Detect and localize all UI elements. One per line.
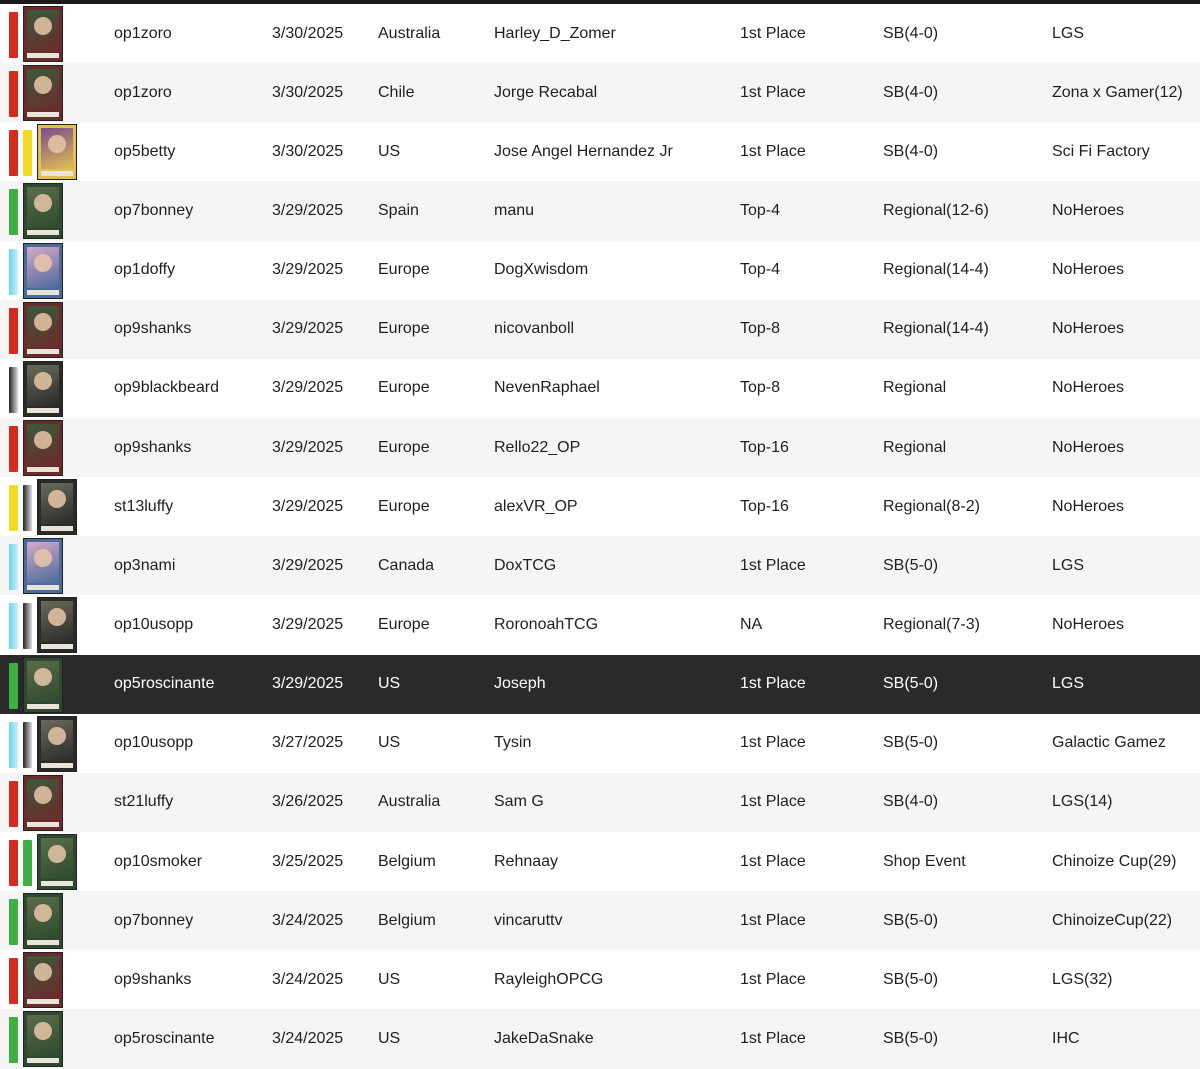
placement: Top-16: [740, 497, 789, 515]
date: 3/30/2025: [272, 142, 344, 160]
store-name: NoHeroes: [1052, 497, 1125, 515]
blue-color-stripe: [9, 603, 18, 649]
country: Europe: [378, 261, 430, 279]
store-name: LGS: [1052, 24, 1085, 42]
event-type: SB(5-0): [883, 675, 939, 693]
red-color-stripe: [9, 71, 18, 117]
table-row[interactable]: [0, 1009, 1200, 1068]
store-name: LGS(32): [1052, 970, 1113, 988]
player-name: NevenRaphael: [494, 379, 600, 397]
blue-color-stripe: [9, 722, 18, 768]
date: 3/30/2025: [272, 83, 344, 101]
store-name: LGS: [1052, 556, 1085, 574]
country: US: [378, 1029, 401, 1047]
leader-thumbnail: [9, 65, 89, 121]
event-type: Regional(12-6): [883, 201, 989, 219]
zoro-leader-card-icon: [23, 6, 63, 62]
table-row[interactable]: [0, 122, 1200, 181]
shanks-leader-card-icon: [23, 302, 63, 358]
placement: 1st Place: [740, 852, 806, 870]
deck-name: op7bonney: [114, 911, 194, 929]
player-name: Harley_D_Zomer: [494, 24, 616, 42]
placement: 1st Place: [740, 24, 806, 42]
red-color-stripe: [9, 781, 18, 827]
placement: 1st Place: [740, 1029, 806, 1047]
store-name: NoHeroes: [1052, 261, 1125, 279]
country: US: [378, 675, 401, 693]
deck-name: op3nami: [114, 556, 176, 574]
country: Australia: [378, 24, 441, 42]
nami-leader-card-icon: [23, 538, 63, 594]
placement: Top-16: [740, 438, 789, 456]
country: Europe: [378, 615, 430, 633]
player-name: Joseph: [494, 675, 546, 693]
country: Spain: [378, 201, 419, 219]
leader-thumbnail: [9, 893, 89, 949]
deck-name: op9shanks: [114, 320, 192, 338]
deck-name: op1doffy: [114, 261, 176, 279]
store-name: NoHeroes: [1052, 438, 1125, 456]
event-type: SB(4-0): [883, 83, 939, 101]
leader-thumbnail: [9, 952, 89, 1008]
deck-name: op10usopp: [114, 734, 194, 752]
leader-thumbnail: [9, 6, 89, 62]
event-type: SB(4-0): [883, 24, 939, 42]
player-name: Tysin: [494, 734, 532, 752]
black-color-stripe: [23, 722, 32, 768]
player-name: alexVR_OP: [494, 497, 578, 515]
store-name: Sci Fi Factory: [1052, 142, 1150, 160]
player-name: Jorge Recabal: [494, 83, 598, 101]
leader-thumbnail: [9, 834, 89, 890]
deck-name: op9blackbeard: [114, 379, 219, 397]
player-name: DoxTCG: [494, 556, 557, 574]
country: Canada: [378, 556, 435, 574]
player-name: manu: [494, 201, 535, 219]
betty-leader-card-icon: [37, 124, 77, 180]
placement: 1st Place: [740, 556, 806, 574]
black-color-stripe: [23, 485, 32, 531]
red-color-stripe: [9, 12, 18, 58]
country: US: [378, 734, 401, 752]
placement: 1st Place: [740, 970, 806, 988]
event-type: SB(5-0): [883, 556, 939, 574]
country: Belgium: [378, 852, 436, 870]
date: 3/24/2025: [272, 911, 344, 929]
usopp-leader-card-icon: [37, 716, 77, 772]
leader-thumbnail: [9, 538, 89, 594]
player-name: vincaruttv: [494, 911, 563, 929]
placement: 1st Place: [740, 911, 806, 929]
leader-thumbnail: [9, 775, 89, 831]
store-name: NoHeroes: [1052, 615, 1125, 633]
date: 3/29/2025: [272, 379, 344, 397]
date: 3/27/2025: [272, 734, 344, 752]
table-row[interactable]: [0, 4, 1200, 63]
blue-color-stripe: [9, 249, 18, 295]
red-color-stripe: [9, 426, 18, 472]
player-name: Rehnaay: [494, 852, 559, 870]
table-row[interactable]: [0, 891, 1200, 950]
deck-name: op10usopp: [114, 615, 194, 633]
table-row[interactable]: [0, 477, 1200, 536]
event-type: SB(4-0): [883, 793, 939, 811]
event-type: Regional: [883, 379, 947, 397]
table-row[interactable]: [0, 181, 1200, 240]
leader-thumbnail: [9, 243, 89, 299]
blackbeard-leader-card-icon: [23, 361, 63, 417]
leader-thumbnail: [9, 479, 89, 535]
country: Europe: [378, 497, 430, 515]
table-row[interactable]: [0, 714, 1200, 773]
table-row[interactable]: [0, 595, 1200, 654]
table-row[interactable]: [0, 418, 1200, 477]
deck-name: op5roscinante: [114, 675, 215, 693]
leader-thumbnail: [9, 183, 89, 239]
green-color-stripe: [23, 840, 32, 886]
zoro-leader-card-icon: [23, 65, 63, 121]
placement: Top-8: [740, 320, 781, 338]
green-color-stripe: [9, 899, 18, 945]
deck-name: op5roscinante: [114, 1029, 215, 1047]
placement: 1st Place: [740, 793, 806, 811]
event-type: SB(5-0): [883, 970, 939, 988]
event-type: SB(4-0): [883, 142, 939, 160]
placement: 1st Place: [740, 142, 806, 160]
roscinante-leader-card-icon: [23, 657, 63, 713]
leader-thumbnail: [9, 597, 89, 653]
table-row[interactable]: [0, 950, 1200, 1009]
deck-name: op7bonney: [114, 201, 194, 219]
player-name: RayleighOPCG: [494, 970, 604, 988]
event-type: SB(5-0): [883, 734, 939, 752]
red-color-stripe: [9, 958, 18, 1004]
roscinante-leader-card-icon: [23, 1011, 63, 1067]
table-row[interactable]: [0, 63, 1200, 122]
store-name: Galactic Gamez: [1052, 734, 1166, 752]
deck-name: op1zoro: [114, 83, 172, 101]
leader-thumbnail: [9, 361, 89, 417]
event-type: Regional: [883, 438, 947, 456]
leader-thumbnail: [9, 716, 89, 772]
country: US: [378, 970, 401, 988]
leader-thumbnail: [9, 657, 89, 713]
store-name: Zona x Gamer(12): [1052, 83, 1183, 101]
usopp-leader-card-icon: [37, 597, 77, 653]
table-row[interactable]: [0, 300, 1200, 359]
tournament-results-table: [0, 4, 1200, 1069]
deck-name: op9shanks: [114, 438, 192, 456]
date: 3/26/2025: [272, 793, 344, 811]
store-name: ChinoizeCup(22): [1052, 911, 1173, 929]
event-type: Regional(7-3): [883, 615, 980, 633]
yellow-color-stripe: [9, 485, 18, 531]
placement: Top-4: [740, 201, 781, 219]
leader-thumbnail: [9, 420, 89, 476]
leader-thumbnail: [9, 302, 89, 358]
event-type: Shop Event: [883, 852, 966, 870]
country: Belgium: [378, 911, 436, 929]
country: Europe: [378, 379, 430, 397]
deck-name: st13luffy: [114, 497, 174, 515]
player-name: Sam G: [494, 793, 544, 811]
green-color-stripe: [9, 663, 18, 709]
table-row[interactable]: [0, 773, 1200, 832]
table-row[interactable]: [0, 832, 1200, 891]
shanks-leader-card-icon: [23, 420, 63, 476]
black-color-stripe: [23, 603, 32, 649]
player-name: RoronoahTCG: [494, 615, 599, 633]
country: Chile: [378, 83, 415, 101]
date: 3/29/2025: [272, 320, 344, 338]
date: 3/29/2025: [272, 675, 344, 693]
placement: 1st Place: [740, 83, 806, 101]
table-row[interactable]: [0, 359, 1200, 418]
placement: NA: [740, 615, 763, 633]
luffy-leader-card-icon: [37, 479, 77, 535]
deck-name: op5betty: [114, 142, 176, 160]
green-color-stripe: [9, 189, 18, 235]
store-name: NoHeroes: [1052, 379, 1125, 397]
store-name: LGS(14): [1052, 793, 1113, 811]
store-name: IHC: [1052, 1029, 1080, 1047]
placement: 1st Place: [740, 734, 806, 752]
date: 3/29/2025: [272, 615, 344, 633]
red-color-stripe: [9, 308, 18, 354]
player-name: DogXwisdom: [494, 261, 589, 279]
store-name: Chinoize Cup(29): [1052, 852, 1177, 870]
country: Europe: [378, 320, 430, 338]
player-name: nicovanboll: [494, 320, 575, 338]
date: 3/24/2025: [272, 970, 344, 988]
player-name: Jose Angel Hernandez Jr: [494, 142, 673, 160]
leader-thumbnail: [9, 124, 89, 180]
country: US: [378, 142, 401, 160]
doffy-leader-card-icon: [23, 243, 63, 299]
placement: Top-4: [740, 261, 781, 279]
leader-thumbnail: [9, 1011, 89, 1067]
table-row[interactable]: [0, 655, 1200, 714]
date: 3/29/2025: [272, 556, 344, 574]
player-name: JakeDaSnake: [494, 1029, 594, 1047]
date: 3/29/2025: [272, 261, 344, 279]
smoker-leader-card-icon: [37, 834, 77, 890]
date: 3/29/2025: [272, 201, 344, 219]
event-type: Regional(14-4): [883, 261, 989, 279]
table-row[interactable]: [0, 536, 1200, 595]
yellow-color-stripe: [23, 130, 32, 176]
deck-name: st21luffy: [114, 793, 174, 811]
luffy-leader-card-icon: [23, 775, 63, 831]
date: 3/29/2025: [272, 497, 344, 515]
date: 3/29/2025: [272, 438, 344, 456]
deck-name: op1zoro: [114, 24, 172, 42]
deck-name: op10smoker: [114, 852, 203, 870]
placement: Top-8: [740, 379, 781, 397]
black-color-stripe: [9, 367, 18, 413]
player-name: Rello22_OP: [494, 438, 581, 456]
store-name: NoHeroes: [1052, 201, 1125, 219]
date: 3/25/2025: [272, 852, 344, 870]
placement: 1st Place: [740, 675, 806, 693]
country: Europe: [378, 438, 430, 456]
store-name: LGS: [1052, 675, 1085, 693]
event-type: Regional(8-2): [883, 497, 980, 515]
bonney-leader-card-icon: [23, 183, 63, 239]
green-color-stripe: [9, 1017, 18, 1063]
date: 3/24/2025: [272, 1029, 344, 1047]
red-color-stripe: [9, 840, 18, 886]
event-type: SB(5-0): [883, 1029, 939, 1047]
shanks-leader-card-icon: [23, 952, 63, 1008]
event-type: Regional(14-4): [883, 320, 989, 338]
event-type: SB(5-0): [883, 911, 939, 929]
country: Australia: [378, 793, 441, 811]
blue-color-stripe: [9, 544, 18, 590]
date: 3/30/2025: [272, 24, 344, 42]
table-row[interactable]: [0, 241, 1200, 300]
deck-name: op9shanks: [114, 970, 192, 988]
store-name: NoHeroes: [1052, 320, 1125, 338]
red-color-stripe: [9, 130, 18, 176]
bonney-leader-card-icon: [23, 893, 63, 949]
